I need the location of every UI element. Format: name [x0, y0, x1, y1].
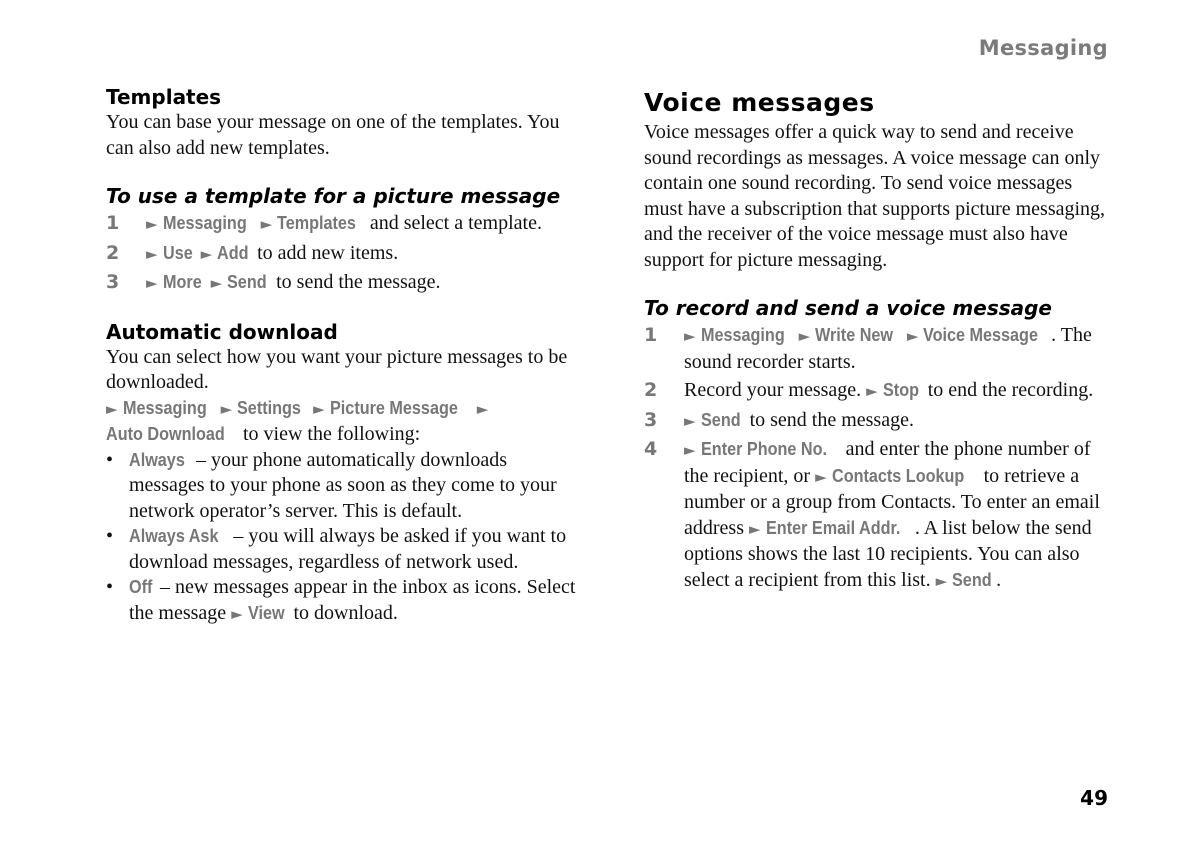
step-text: . The sound recorder starts. [684, 324, 1092, 373]
list-item [644, 437, 1114, 594]
arrow-icon: ► [798, 327, 811, 345]
arrow-icon: ► [935, 571, 948, 590]
option-always-ask: Always Ask [129, 526, 219, 546]
step-text: Record your message. [684, 379, 867, 401]
list-item [106, 211, 576, 238]
menu-item-more: More [162, 272, 202, 292]
step-text: to end the recording. [922, 379, 1094, 401]
voice-messages-heading: Voice messages [644, 88, 875, 117]
bullet-icon: • [106, 525, 114, 547]
arrow-icon: ► [146, 215, 158, 233]
arrow-icon: ► [906, 327, 919, 345]
use-template-steps [106, 211, 576, 297]
list-item [644, 408, 1114, 435]
auto-download-body: You can select how you want your picture messages to be downloaded. [106, 345, 568, 393]
list-item [106, 524, 576, 575]
arrow-icon: ► [684, 411, 696, 430]
arrow-icon: ► [476, 399, 489, 418]
use-template-heading: To use a template for a picture message [106, 184, 561, 208]
menu-item-picture-message: Picture Message [329, 397, 458, 418]
arrow-icon: ► [748, 519, 761, 538]
step-number: 2 [106, 241, 120, 264]
voice-messages-body: Voice messages offer a quick way to send and receive sound recordings as messages. A voice message can only contain one sound recording. To send voice messages must have a subscription that supports picture messaging, and the receiver of the voice message must also have support for picture messaging. [644, 121, 1106, 271]
step-text: to send the message. [744, 408, 914, 431]
menu-item-enter-email-addr: Enter Email Addr. [765, 517, 900, 538]
menu-item-contacts-lookup: Contacts Lookup [831, 465, 964, 486]
right-column [644, 84, 1114, 594]
step-number: 1 [644, 324, 658, 346]
step-number: 3 [644, 408, 658, 431]
arrow-icon: ► [210, 274, 223, 292]
arrow-icon: ► [146, 244, 158, 263]
step-text: and select a template. [364, 212, 542, 234]
step-text: and enter the phone number of the recipient, or [684, 438, 1091, 487]
list-item [644, 378, 1114, 405]
section-header: Messaging [978, 36, 1108, 60]
menu-item-enter-phone-no: Enter Phone No. [700, 439, 827, 459]
menu-item-messaging: Messaging [700, 325, 785, 345]
record-send-heading: To record and send a voice message [644, 296, 1052, 320]
list-item [644, 323, 1114, 375]
step-text: to send the message. [271, 271, 441, 293]
menu-item-messaging: Messaging [162, 213, 247, 233]
menu-item-messaging: Messaging [122, 397, 207, 418]
step-number: 4 [644, 438, 658, 460]
list-item [106, 241, 576, 268]
step-text: . A list below the send options shows the last 10 recipients. You can also select a recipient from this list. [684, 516, 1092, 591]
left-column [106, 84, 576, 627]
bullet-icon: • [106, 576, 114, 598]
arrow-icon: ► [146, 274, 158, 292]
menu-item-send: Send [952, 569, 992, 590]
list-item [106, 448, 576, 525]
option-always: Always [129, 449, 185, 470]
arrow-icon: ► [815, 467, 827, 486]
auto-download-path [106, 396, 576, 448]
menu-item-send: Send [700, 409, 741, 430]
templates-heading: Templates [106, 85, 222, 109]
step-number: 3 [106, 271, 120, 293]
arrow-icon: ► [684, 327, 696, 345]
step-number: 1 [106, 212, 120, 234]
menu-item-add: Add [217, 242, 249, 263]
list-item [106, 575, 576, 627]
option-text: – new messages appear in the inbox as icons. Select the message [129, 576, 576, 624]
option-view: View [247, 602, 285, 623]
menu-item-stop: Stop [882, 380, 919, 400]
templates-body: You can base your message on one of the templates. You can also add new templates. [106, 111, 560, 159]
arrow-icon: ► [200, 244, 213, 263]
option-text: – you will always be asked if you want to download messages, regardless of network used. [129, 525, 567, 573]
menu-item-voice-message: Voice Message [923, 325, 1039, 345]
page-number: 49 [1080, 786, 1108, 810]
menu-item-use: Use [162, 242, 193, 263]
menu-item-send: Send [227, 272, 267, 292]
record-send-steps [644, 323, 1114, 594]
step-text: to retrieve a number or a group from Contacts. To enter an email address [684, 464, 1100, 539]
step-text: . [996, 568, 1002, 591]
menu-item-auto-download: Auto Download [106, 424, 225, 444]
option-text: to download. [288, 601, 398, 624]
option-off: Off [129, 577, 153, 597]
arrow-icon: ► [231, 604, 243, 623]
step-text: to add new items. [252, 241, 399, 264]
arrow-icon: ► [220, 399, 233, 418]
bullet-icon: • [106, 448, 114, 471]
arrow-icon: ► [684, 441, 696, 459]
arrow-icon: ► [106, 399, 118, 418]
arrow-icon: ► [260, 215, 273, 233]
download-options-list [106, 448, 576, 628]
list-item [106, 270, 576, 297]
auto-download-heading: Automatic download [106, 319, 338, 344]
path-tail: to view the following: [237, 423, 421, 445]
option-text: – your phone automatically downloads messages to your phone as soon as they come to your network operator’s server. This is default. [129, 448, 557, 522]
menu-item-write-new: Write New [815, 325, 894, 345]
menu-item-settings: Settings [237, 397, 302, 418]
arrow-icon: ► [313, 399, 325, 418]
arrow-icon: ► [866, 382, 878, 400]
menu-item-templates: Templates [277, 213, 357, 233]
step-number: 2 [644, 379, 658, 401]
